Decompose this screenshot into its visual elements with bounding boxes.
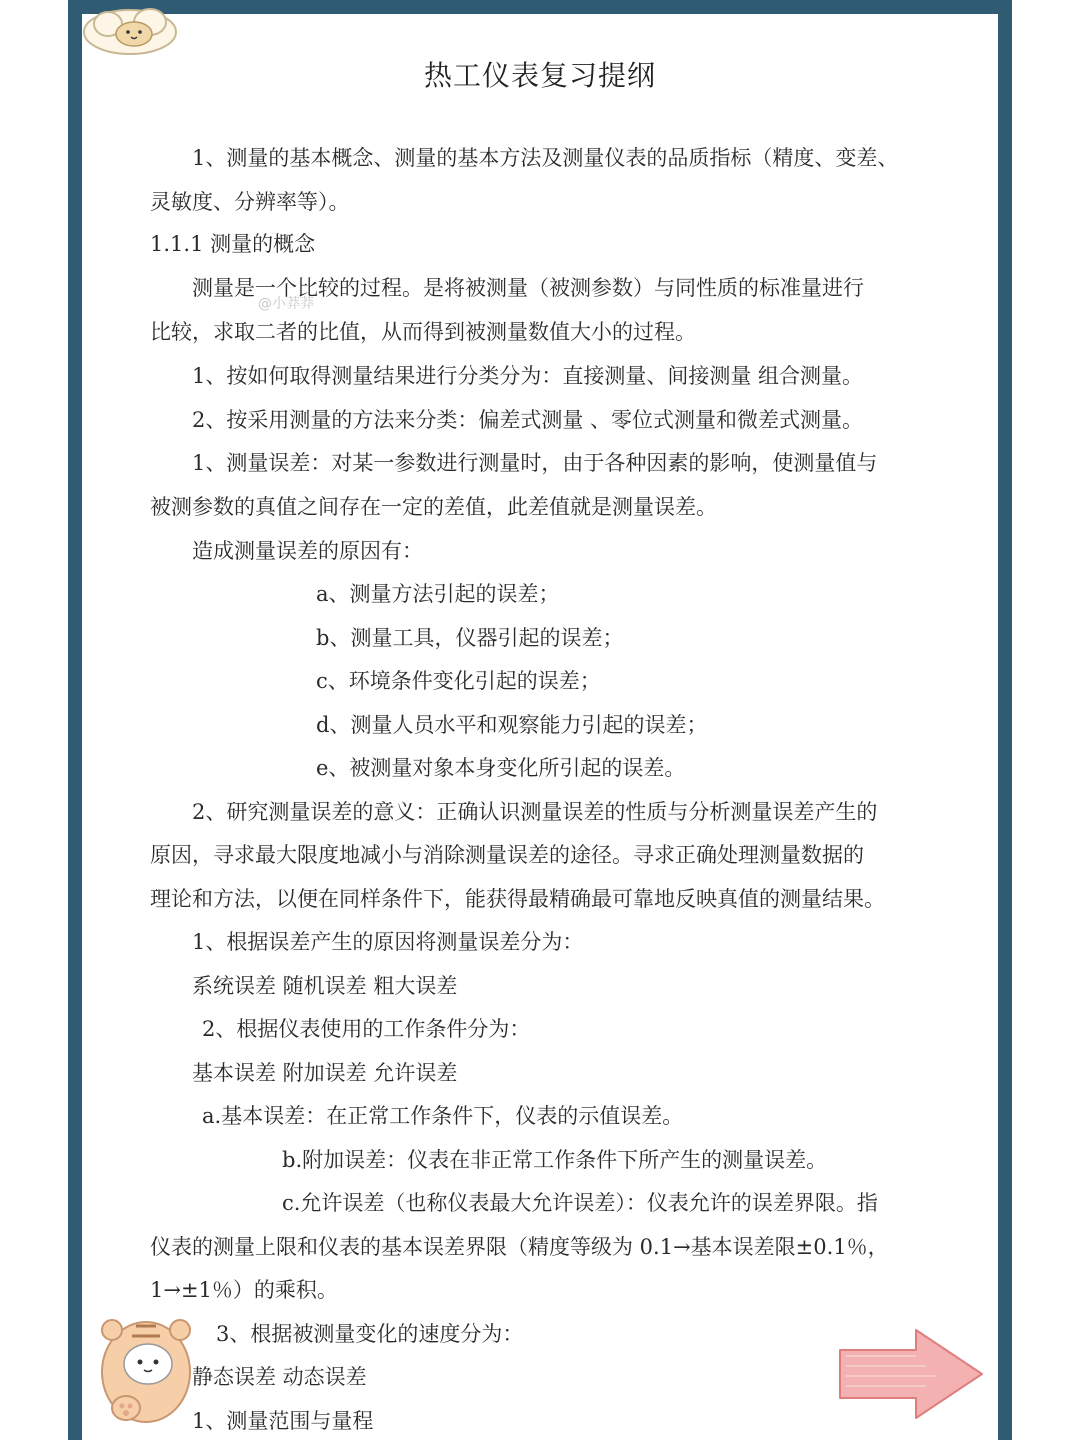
cartoon-sticker-icon: [70, 0, 190, 60]
tiger-sticker-icon: [96, 1316, 196, 1430]
text-line: 2、研究测量误差的意义：正确认识测量误差的性质与分析测量误差产生的: [192, 800, 878, 824]
text-line: 基本误差 附加误差 允许误差: [192, 1061, 458, 1085]
text-line: 2、按采用测量的方法来分类：偏差式测量 、零位式测量和微差式测量。: [192, 408, 864, 432]
watermark: @小莽莽: [258, 296, 314, 312]
text-line: c.允许误差（也称仪表最大允许误差）：仪表允许的误差界限。指: [282, 1191, 878, 1215]
section-heading: 1.1.1 测量的概念: [150, 232, 316, 256]
document-title: 热工仪表复习提纲: [423, 59, 656, 92]
text-line: 3、根据被测量变化的速度分为：: [216, 1322, 524, 1346]
text-line: 1→±1％）的乘积。: [150, 1278, 338, 1302]
text-line: 1、按如何取得测量结果进行分类分为：直接测量、间接测量 组合测量。: [192, 364, 864, 388]
list-item: a、测量方法引起的误差；: [316, 582, 560, 606]
text-line: a.基本误差：在正常工作条件下，仪表的示值误差。: [202, 1104, 684, 1128]
text-line: 系统误差 随机误差 粗大误差: [192, 974, 458, 998]
list-item: b、测量工具，仪器引起的误差；: [316, 626, 624, 650]
text-line: 2、根据仪表使用的工作条件分为：: [202, 1017, 531, 1041]
arrow-right-icon: [836, 1326, 986, 1422]
text-line: 仪表的测量上限和仪表的基本误差界限（精度等级为 0.1→基本误差限±0.1％，: [150, 1235, 889, 1259]
text-line: 原因，寻求最大限度地减小与消除测量误差的途径。寻求正确处理测量数据的: [150, 843, 864, 867]
text-line: 1、测量范围与量程: [192, 1409, 374, 1433]
text-line: 1、测量的基本概念、测量的基本方法及测量仪表的品质指标（精度、变差、: [192, 146, 899, 170]
text-line: 造成测量误差的原因有：: [192, 539, 423, 563]
text-line: b.附加误差：仪表在非正常工作条件下所产生的测量误差。: [282, 1148, 828, 1172]
list-item: e、被测量对象本身变化所引起的误差。: [316, 756, 686, 780]
text-line: 1、根据误差产生的原因将测量误差分为：: [192, 930, 584, 954]
text-line: 静态误差 动态误差: [192, 1365, 367, 1389]
text-line: 灵敏度、分辨率等）。: [150, 190, 350, 214]
text-line: 测量是一个比较的过程。是将被测量（被测参数）与同性质的标准量进行: [192, 276, 864, 300]
document-page: [82, 14, 998, 1440]
text-line: 被测参数的真值之间存在一定的差值，此差值就是测量误差。: [150, 495, 717, 519]
text-line: 理论和方法，以便在同样条件下，能获得最精确最可靠地反映真值的测量结果。: [150, 887, 885, 911]
list-item: d、测量人员水平和观察能力引起的误差；: [316, 713, 708, 737]
text-line: 1、测量误差：对某一参数进行测量时，由于各种因素的影响，使测量值与: [192, 451, 878, 475]
list-item: c、环境条件变化引起的误差；: [316, 669, 601, 693]
text-line: 比较，求取二者的比值，从而得到被测量数值大小的过程。: [150, 320, 696, 344]
